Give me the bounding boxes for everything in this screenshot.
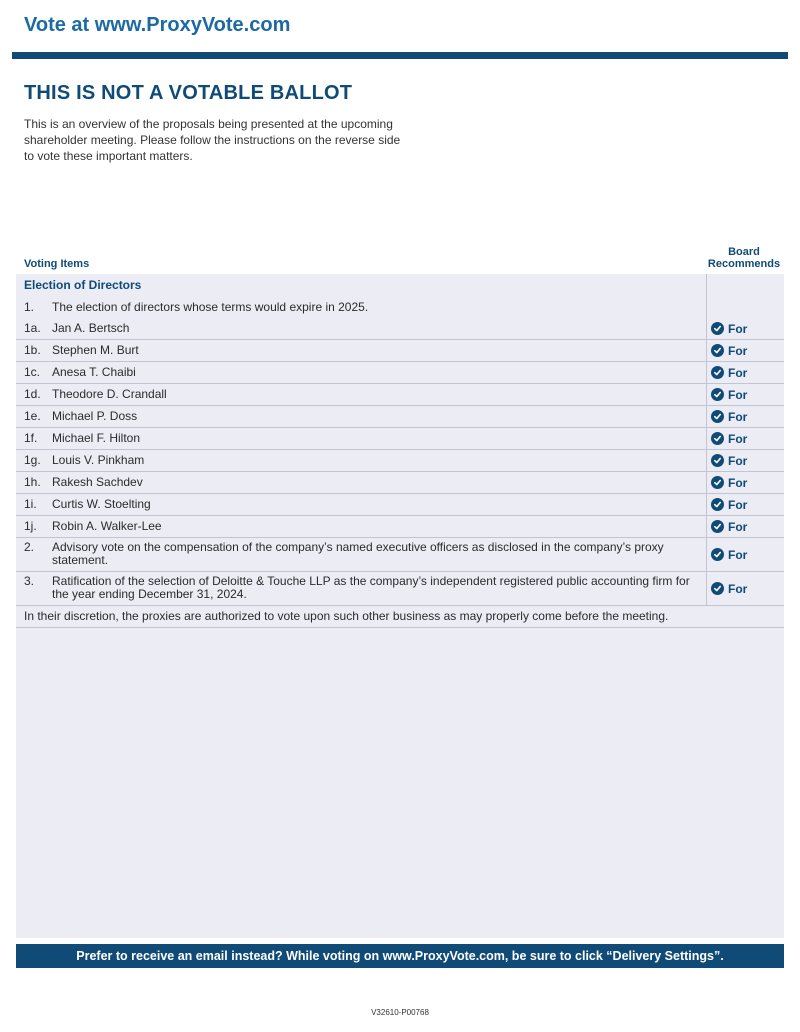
check-circle-icon (711, 520, 724, 533)
check-circle-icon (711, 322, 724, 335)
item-row (16, 494, 784, 516)
item-number: 3. (24, 574, 35, 588)
item-number: 1a. (24, 321, 41, 335)
recommendation-label: For (728, 547, 748, 562)
page-title: THIS IS NOT A VOTABLE BALLOT (24, 82, 353, 104)
check-circle-icon (711, 498, 724, 511)
recommendation (711, 498, 747, 512)
recommendation-label: For (728, 519, 748, 534)
recommendation (711, 476, 747, 490)
item-number: 1c. (24, 365, 41, 379)
item-text: Jan A. Bertsch (52, 321, 130, 335)
item-row (16, 318, 784, 340)
recommendation-label: For (728, 453, 748, 468)
recommendation-label: For (728, 409, 748, 424)
section-row (16, 274, 784, 296)
recommendation-label: For (728, 387, 748, 402)
item-text: Ratification of the selection of Deloitte & Touche LLP as the company’s independent registered public accounting firm for the year ending December 31, 2024. (52, 574, 690, 601)
item-row (16, 406, 784, 428)
item-row (16, 572, 784, 606)
item-number: 1e. (24, 409, 41, 423)
item-text: Stephen M. Burt (52, 343, 139, 357)
check-circle-icon (711, 366, 724, 379)
board-recommends-header (704, 246, 784, 270)
footer-banner: Prefer to receive an email instead? While voting on www.ProxyVote.com, be sure to click “Delivery Settings”. (16, 944, 784, 968)
item-number: 1h. (24, 475, 41, 489)
discretion-text: In their discretion, the proxies are authorized to vote upon such other business as may properly come before the meeting. (24, 609, 669, 623)
recommendation (711, 454, 747, 468)
board-recommends-line1: Board (728, 246, 760, 258)
recommendation-label: For (728, 497, 748, 512)
item-row (16, 538, 784, 572)
proposal-1-row (16, 296, 784, 318)
recommendation (711, 366, 747, 380)
item-number: 1g. (24, 453, 41, 467)
item-text: Theodore D. Crandall (52, 387, 167, 401)
item-number: 2. (24, 540, 35, 554)
recommendation (711, 548, 747, 562)
recommendation-label: For (728, 365, 748, 380)
voting-items-header: Voting Items (24, 258, 90, 270)
item-row (16, 384, 784, 406)
item-text: Louis V. Pinkham (52, 453, 145, 467)
proxyvote-link[interactable]: Vote at www.ProxyVote.com (24, 14, 291, 36)
item-text: Michael F. Hilton (52, 431, 141, 445)
recommendation-label: For (728, 475, 748, 490)
item-text: Advisory vote on the compensation of the company’s named executive officers as disclosed in the company’s proxy statement. (52, 540, 664, 567)
recommendation (711, 520, 747, 534)
check-circle-icon (711, 476, 724, 489)
recommendation-label: For (728, 581, 748, 596)
item-text: Michael P. Doss (52, 409, 138, 423)
recommendation-label: For (728, 321, 748, 336)
section-title: Election of Directors (24, 277, 142, 292)
check-circle-icon (711, 582, 724, 595)
item-text: Robin A. Walker-Lee (52, 519, 162, 533)
item-row (16, 428, 784, 450)
item-number: 1. (24, 299, 35, 314)
item-number: 1b. (24, 343, 41, 357)
item-number: 1d. (24, 387, 41, 401)
item-text: The election of directors whose terms would expire in 2025. (52, 299, 369, 314)
recommendation (711, 582, 747, 596)
recommendation (711, 322, 747, 336)
item-number: 1i. (24, 497, 37, 511)
recommendation (711, 388, 747, 402)
item-text: Curtis W. Stoelting (52, 497, 151, 511)
item-text: Anesa T. Chaibi (52, 365, 136, 379)
check-circle-icon (711, 344, 724, 357)
voting-table (16, 274, 784, 628)
recommendation (711, 432, 747, 446)
check-circle-icon (711, 548, 724, 561)
check-circle-icon (711, 388, 724, 401)
check-circle-icon (711, 454, 724, 467)
item-row (16, 362, 784, 384)
recommendation (711, 410, 747, 424)
item-rows (16, 318, 784, 606)
item-row (16, 516, 784, 538)
item-row (16, 340, 784, 362)
item-row (16, 450, 784, 472)
document-code: V32610-P00768 (371, 1008, 429, 1017)
check-circle-icon (711, 410, 724, 423)
board-recommends-line2: Recommends (707, 258, 781, 270)
item-text: Rakesh Sachdev (52, 475, 143, 489)
recommendation-label: For (728, 343, 748, 358)
intro-text: This is an overview of the proposals being presented at the upcoming shareholder meeting. Please follow the instructions on the reverse side to vote these important matters. (24, 117, 401, 163)
recommendation-label: For (728, 431, 748, 446)
item-number: 1f. (24, 431, 38, 445)
item-number: 1j. (24, 519, 37, 533)
header-divider (12, 52, 788, 59)
item-row (16, 472, 784, 494)
recommendation (711, 344, 747, 358)
discretion-row (16, 606, 784, 628)
check-circle-icon (711, 432, 724, 445)
